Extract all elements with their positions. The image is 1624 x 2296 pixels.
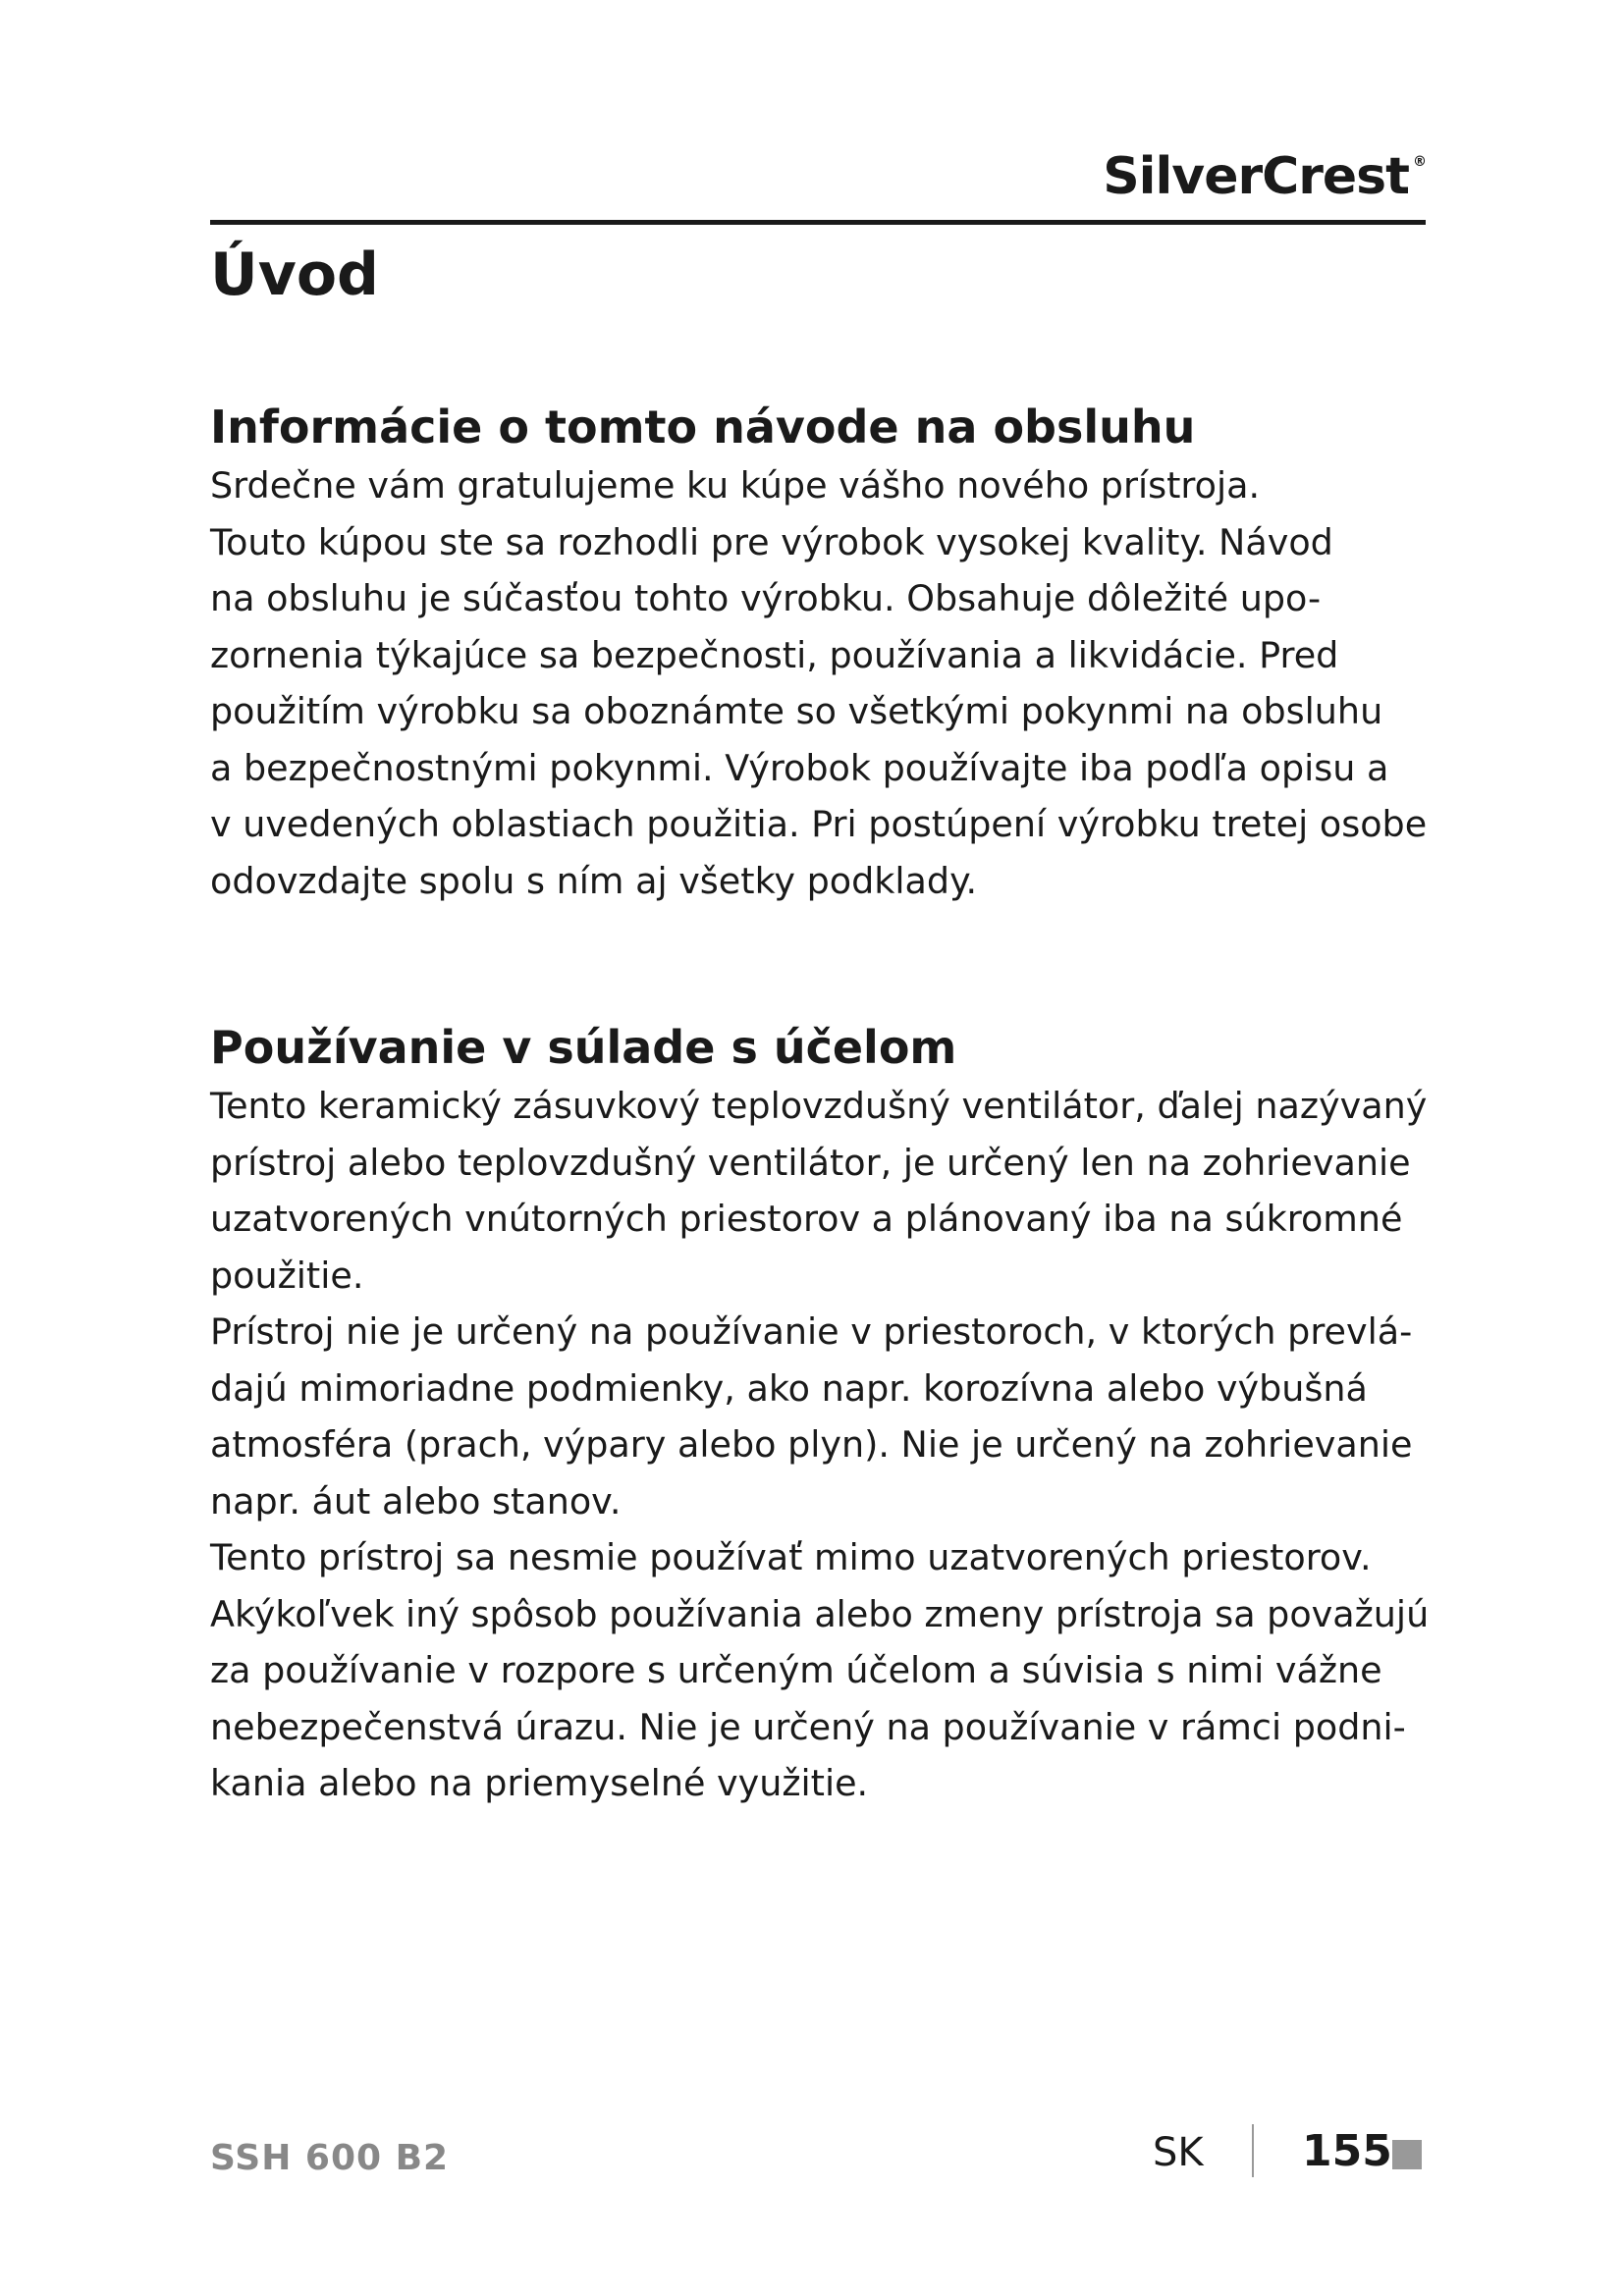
language-code: SK (1153, 2130, 1204, 2175)
brand-name: SilverCrest (1103, 147, 1409, 206)
paragraph (210, 1529, 1428, 1812)
text-line: zornenia týkajúce sa bezpečnosti, používania a likvidácie. Pred (210, 633, 1339, 676)
paragraph (210, 457, 1428, 909)
text-line: Touto kúpou ste sa rozhodli pre výrobok vysokej kvality. Návod (210, 520, 1333, 563)
text-line: za používanie v rozpore s určeným účelom a súvisia s nimi vážne (210, 1649, 1382, 1691)
text-line: Tento prístroj sa nesmie používať mimo uzatvorených priestorov. (210, 1536, 1372, 1578)
text-line: v uvedených oblastiach použitia. Pri postúpení výrobku tretej osobe (210, 803, 1428, 845)
page-marker-icon (1392, 2140, 1422, 2169)
section-manual-info (210, 399, 1428, 909)
text-line: Tento keramický zásuvkový teplovzdušný ventilátor, ďalej nazývaný (210, 1085, 1428, 1127)
model-number: SSH 600 B2 (210, 2138, 450, 2178)
text-line: odovzdajte spolu s ním aj všetky podklady. (210, 859, 978, 902)
text-line: Akýkoľvek iný spôsob používania alebo zmeny prístroja sa považujú (210, 1592, 1430, 1635)
text-line: použitím výrobku sa oboznámte so všetkými pokynmi na obsluhu (210, 690, 1383, 732)
footer-divider (1252, 2124, 1254, 2177)
paragraph (210, 1078, 1428, 1304)
text-line: nebezpečenstvá úrazu. Nie je určený na používanie v rámci podni- (210, 1705, 1406, 1748)
text-line: uzatvorených vnútorných priestorov a plánovaný iba na súkromné (210, 1198, 1403, 1240)
page-title: Úvod (210, 240, 380, 309)
page-content (210, 240, 1428, 1812)
text-line: napr. áut alebo stanov. (210, 1479, 622, 1522)
text-line: dajú mimoriadne podmienky, ako napr. korozívna alebo výbušná (210, 1366, 1368, 1410)
text-line: kania alebo na priemyselné využitie. (210, 1762, 869, 1804)
registered-mark: ® (1413, 154, 1426, 170)
text-line: Prístroj nie je určený na používanie v priestoroch, v ktorých prevlá- (210, 1310, 1413, 1353)
text-line: a bezpečnostnými pokynmi. Výrobok používajte iba podľa opisu a (210, 746, 1389, 789)
text-line: Srdečne vám gratulujeme ku kúpe vášho nového prístroja. (210, 464, 1261, 507)
section-title: Používanie v súlade s účelom (210, 1021, 957, 1074)
section-intended-use (210, 1019, 1428, 1812)
brand-logo (1103, 147, 1426, 206)
text-line: prístroj alebo teplovzdušný ventilátor, je určený len na zohrievanie (210, 1141, 1411, 1184)
section-title: Informácie o tomto návode na obsluhu (210, 400, 1196, 454)
text-line: na obsluhu je súčasťou tohto výrobku. Obsahuje dôležité upo- (210, 577, 1322, 619)
page-number: 155 (1302, 2126, 1392, 2176)
text-line: atmosféra (prach, výpary alebo plyn). Nie je určený na zohrievanie (210, 1423, 1413, 1466)
text-line: použitie. (210, 1254, 364, 1297)
paragraph (210, 1304, 1428, 1529)
header-rule (210, 220, 1426, 225)
